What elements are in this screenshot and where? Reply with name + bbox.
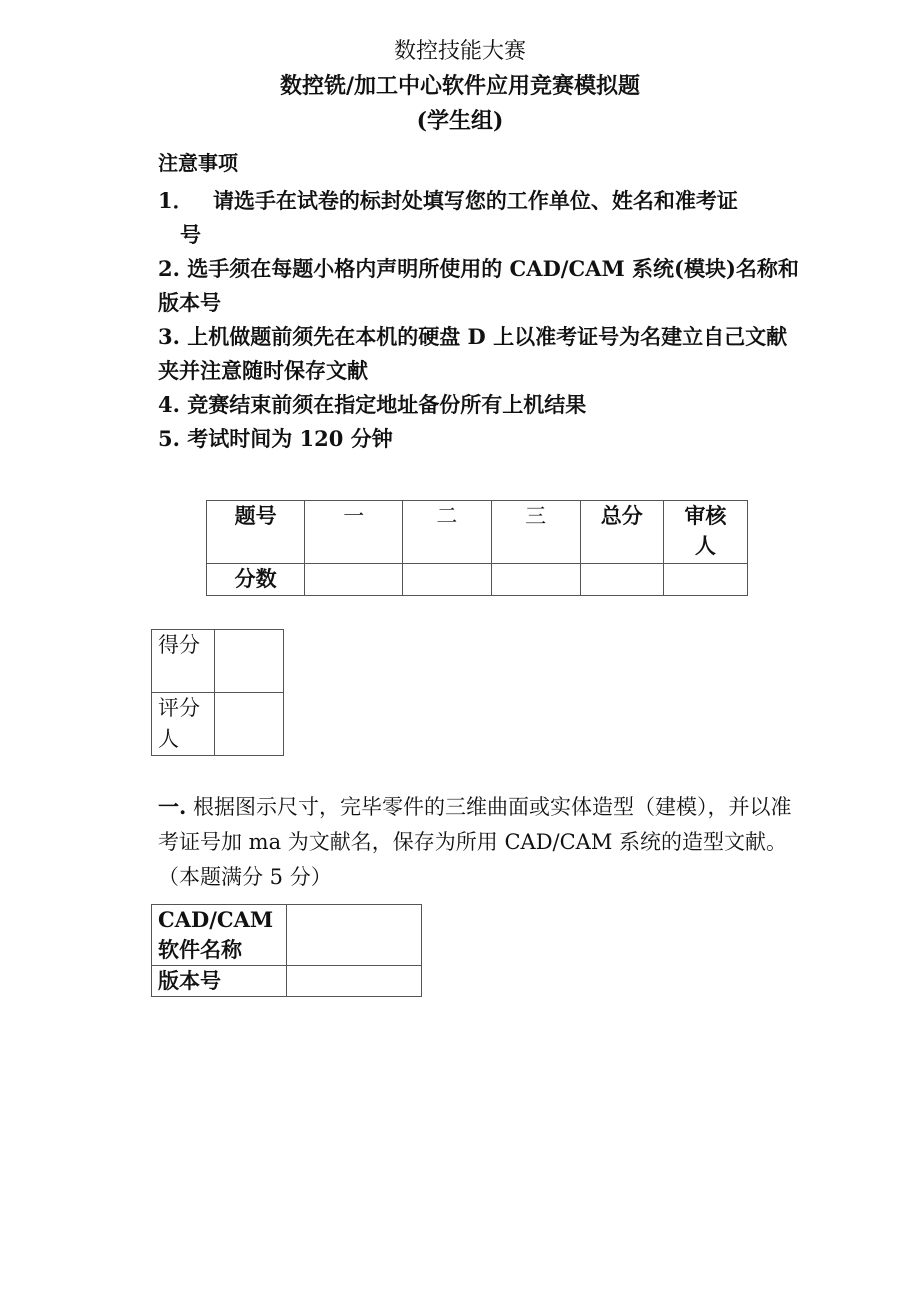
score-cell-q3[interactable] xyxy=(491,564,580,596)
notice-item-text: 选手须在每题小格内声明所使用的 CAD/CAM 系统(模块)名称和版本号 xyxy=(158,256,799,315)
notice-item-2 xyxy=(158,252,806,320)
notice-item-text: 竞赛结束前须在指定地址备份所有上机结果 xyxy=(187,392,587,417)
grader-name-label: 评分人 xyxy=(152,693,215,756)
question-1 xyxy=(158,789,806,895)
cad-software-label: CAD/CAM 软件名称 xyxy=(152,905,287,966)
notice-item-text: 上机做题前须先在本机的硬盘 D 上以准考证号为名建立自己文献夹并注意随时保存文献 xyxy=(158,324,788,383)
score-header-cell: 总分 xyxy=(580,501,663,564)
version-cell[interactable] xyxy=(287,966,422,997)
grader-score-label: 得分 xyxy=(152,630,215,693)
score-cell-q1[interactable] xyxy=(305,564,403,596)
score-header-cell: 题号 xyxy=(207,501,305,564)
notice-item-number: 4. xyxy=(158,392,180,417)
score-header-cell: 二 xyxy=(403,501,491,564)
version-label: 版本号 xyxy=(152,966,287,997)
page-subtitle: (学生组) xyxy=(416,108,504,134)
score-row-label: 分数 xyxy=(207,564,305,596)
score-table xyxy=(206,500,748,596)
score-cell-total[interactable] xyxy=(580,564,663,596)
notice-heading: 注意事项 xyxy=(158,151,238,175)
score-header-cell: 审核人 xyxy=(663,501,747,564)
notice-item-number: 5. xyxy=(158,426,180,451)
cad-software-cell[interactable] xyxy=(287,905,422,966)
notice-item-number: 2. xyxy=(158,256,180,281)
score-header-cell: 一 xyxy=(305,501,403,564)
page-title: 数控铣/加工中心软件应用竞赛模拟题 xyxy=(279,73,641,99)
score-header-cell: 三 xyxy=(491,501,580,564)
question-number: 一. xyxy=(158,794,187,819)
grader-name-cell[interactable] xyxy=(215,693,284,756)
notice-item-number: 3. xyxy=(158,324,180,349)
score-table-value-row xyxy=(207,564,748,596)
notice-item-continuation: 号 xyxy=(180,222,201,247)
grader-table xyxy=(151,629,284,756)
notice-item-4 xyxy=(158,388,806,422)
cad-software-table xyxy=(151,904,422,997)
notice-item-text: 请选手在试卷的标封处填写您的工作单位、姓名和准考证 xyxy=(212,188,738,213)
notice-item-3 xyxy=(158,320,806,388)
notice-item-text: 考试时间为 120 分钟 xyxy=(187,426,393,451)
score-cell-q2[interactable] xyxy=(403,564,491,596)
notice-item-5 xyxy=(158,422,806,456)
grader-score-cell[interactable] xyxy=(215,630,284,693)
score-table-header-row xyxy=(207,501,748,564)
score-cell-reviewer[interactable] xyxy=(663,564,747,596)
question-text: 根据图示尺寸，完毕零件的三维曲面或实体造型（建模），并以准考证号加 ma 为文献名，保存为所用 CAD/CAM 系统的造型文献。（本题满分 5 分） xyxy=(158,795,792,889)
notice-item-1 xyxy=(158,184,806,252)
notice-item-number: 1． xyxy=(158,188,194,213)
running-header: 数控技能大赛 xyxy=(393,39,526,64)
